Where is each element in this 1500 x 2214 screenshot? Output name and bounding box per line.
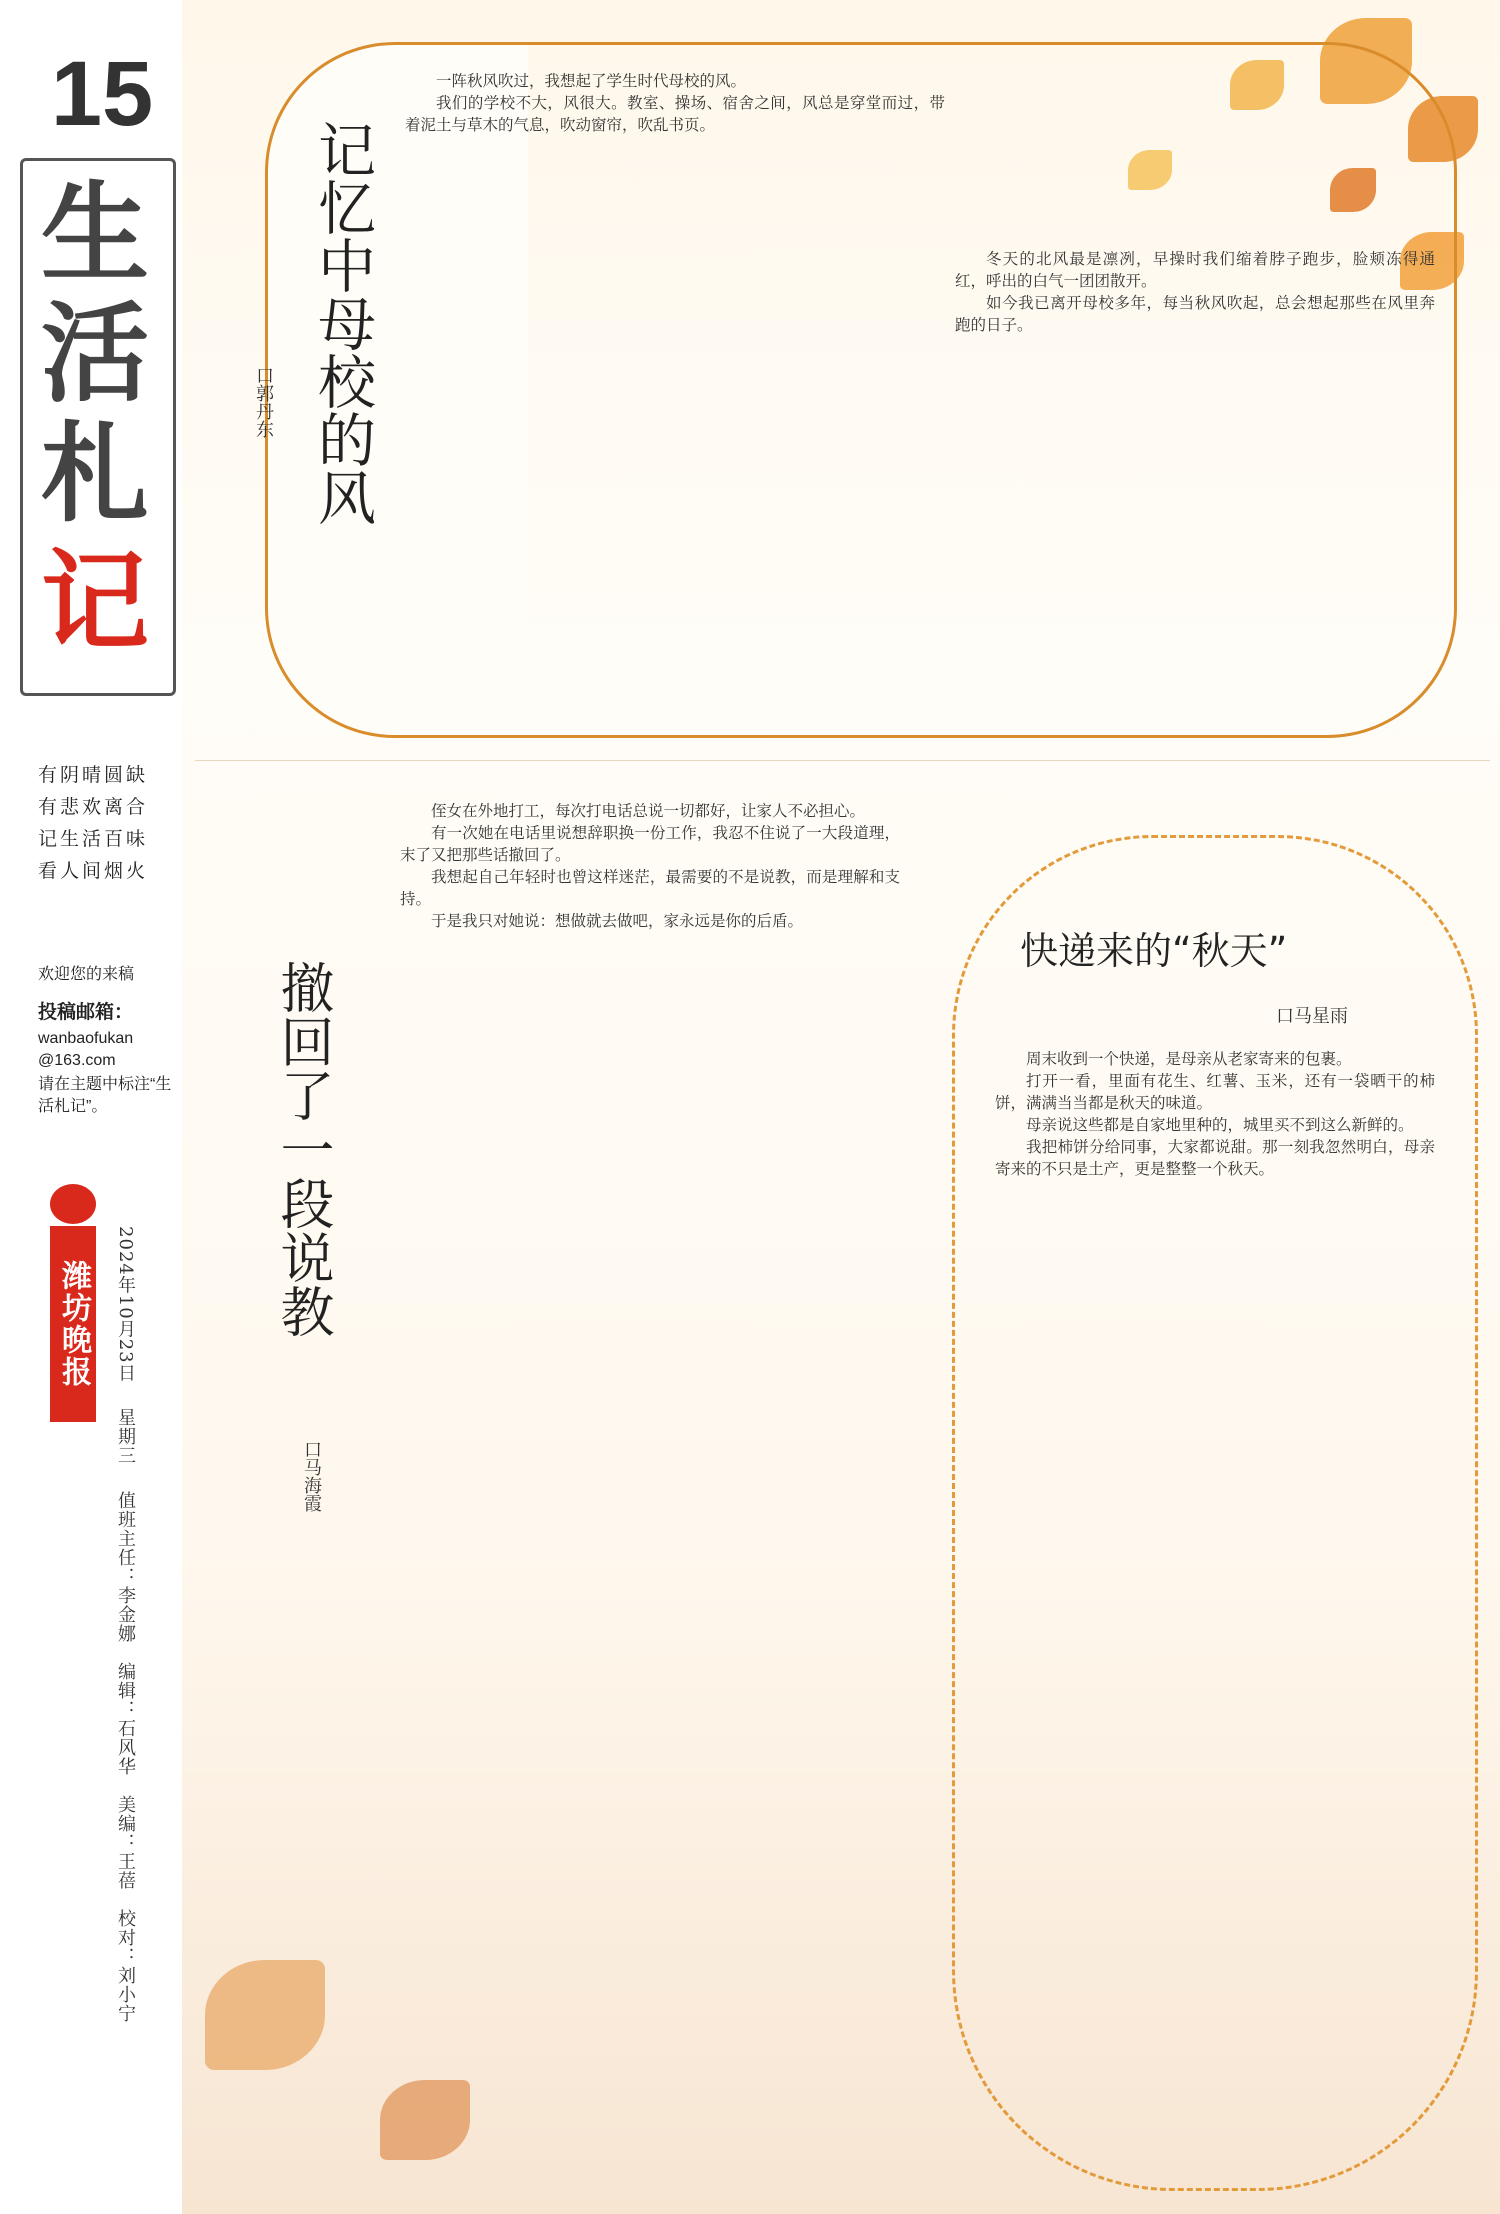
article-1-frame	[394, 42, 1457, 738]
article-1-paragraph: 如今我已离开母校多年，每当秋风吹起，总会想起那些在风里奔跑的日子。	[955, 294, 1435, 334]
article-1-paragraph: 冬天的北风最是凛冽，早操时我们缩着脖子跑步，脸颊冻得通红，呼出的白气一团团散开。	[955, 250, 1435, 290]
article-2-author: 口马海霞	[301, 1440, 322, 1512]
slogan-line-3: 记生活百味	[38, 828, 149, 850]
column-char-3: 札	[40, 411, 149, 537]
column-char-1: 生	[40, 171, 149, 297]
article-1-title: 记忆中母校的风	[308, 120, 376, 526]
article-3-title: 快递来的“秋天”	[1020, 929, 1288, 973]
slogan-line-4: 看人间烟火	[38, 860, 149, 882]
contact-note: 请在主题中标注“生活札记”。	[38, 1076, 172, 1115]
contact-email-line-2[interactable]: @163.com	[38, 1052, 116, 1069]
article-2-paragraph: 侄女在外地打工，每次打电话总说一切都好，让家人不必担心。	[431, 802, 866, 820]
article-2-paragraph: 我想起自己年轻时也曾这样迷茫，最需要的不是说教，而是理解和支持。	[400, 868, 900, 908]
section-divider	[195, 760, 1490, 761]
article-3-frame	[952, 835, 1478, 2191]
issue-date: 2024年10月23日	[115, 1226, 136, 1383]
masthead-info	[112, 1226, 138, 2186]
article-3-author: 口马星雨	[1276, 1006, 1348, 1027]
maple-leaf-icon	[380, 2080, 470, 2160]
issue-weekday: 星期三	[115, 1408, 136, 1466]
article-3-paragraph: 我把柿饼分给同事，大家都说甜。那一刻我忽然明白，母亲寄来的不只是土产，更是整整一个秋天。	[995, 1138, 1435, 1178]
article-2-title: 撤回了一段说教	[272, 960, 335, 1338]
article-2-paragraph: 有一次她在电话里说想辞职换一份工作，我忍不住说了一大段道理，末了又把那些话撤回了。	[400, 824, 900, 864]
article-1-body-left	[405, 70, 945, 136]
article-1-paragraph: 一阵秋风吹过，我想起了学生时代母校的风。	[436, 72, 747, 90]
article-3-body	[995, 1048, 1435, 1180]
article-1-body-right	[955, 248, 1435, 336]
article-3-paragraph: 打开一看，里面有花生、红薯、玉米，还有一袋晒干的柿饼，满满当当都是秋天的味道。	[995, 1072, 1435, 1112]
contact-email-label: 投稿邮箱：	[38, 1002, 134, 1023]
page-number: 15	[50, 43, 154, 145]
article-2-body	[400, 800, 900, 932]
article-2-paragraph: 于是我只对她说：想做就去做吧，家永远是你的后盾。	[431, 912, 804, 930]
article-3-paragraph: 母亲说这些都是自家地里种的，城里买不到这么新鲜的。	[1026, 1116, 1414, 1134]
slogan-line-1: 有阴晴圆缺	[38, 764, 149, 786]
maple-leaf-icon	[205, 1960, 325, 2070]
column-char-2: 活	[40, 291, 149, 417]
article-3-paragraph: 周末收到一个快递，是母亲从老家寄来的包裹。	[1026, 1050, 1352, 1068]
staff-credits: 值班主任：李金娜 编辑：石风华 美编：王蓓 校对：刘小宁	[115, 1491, 136, 2024]
slogan-line-2: 有悲欢离合	[38, 796, 149, 818]
column-char-4: 记	[40, 539, 149, 665]
article-1-paragraph: 我们的学校不大，风很大。教室、操场、宿舍之间，风总是穿堂而过，带着泥土与草木的气息，吹动窗帘，吹乱书页。	[405, 94, 945, 134]
contact-email-line-1[interactable]: wanbaofukan	[38, 1030, 134, 1047]
newspaper-logo-icon	[50, 1184, 96, 1224]
contact-welcome: 欢迎您的来稿	[38, 966, 135, 983]
article-1-author: 口郭丹东	[253, 366, 274, 438]
newspaper-logo: 潍坊晚报	[50, 1226, 96, 1422]
